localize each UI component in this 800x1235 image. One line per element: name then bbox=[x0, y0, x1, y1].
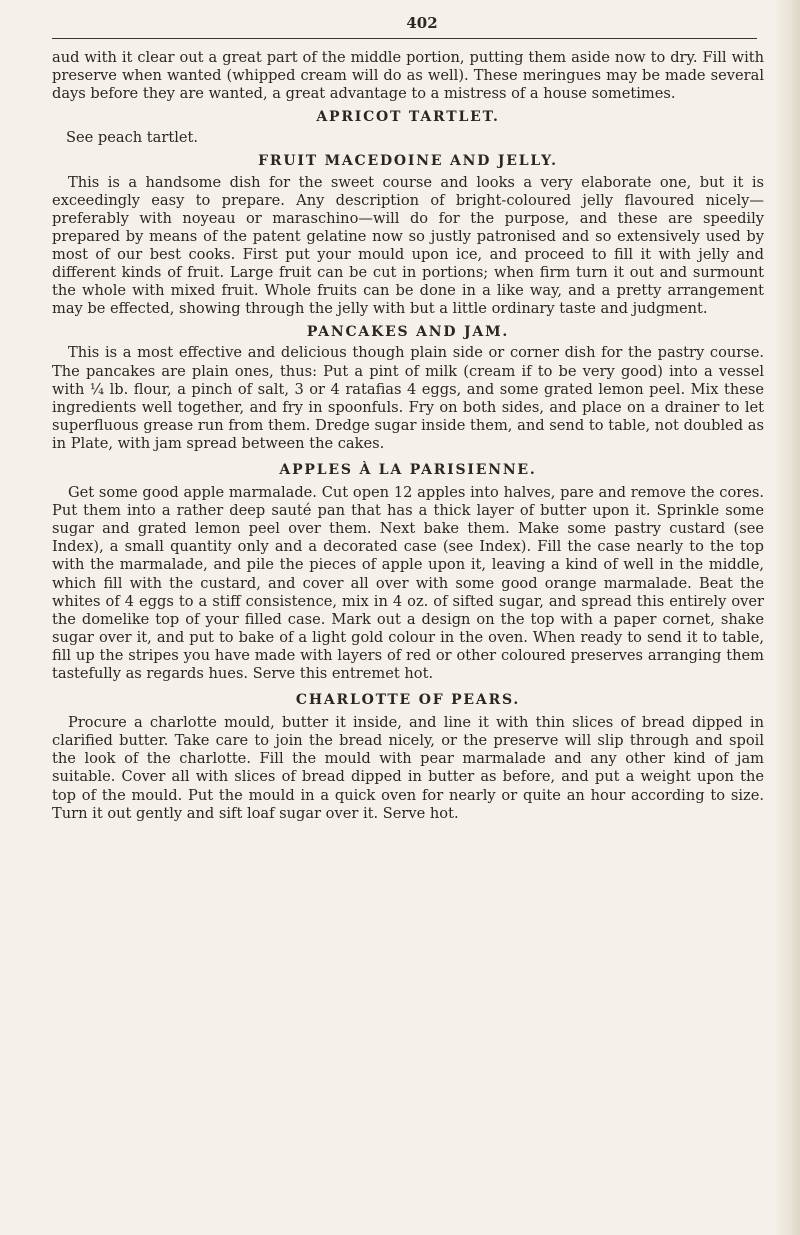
header-rule bbox=[52, 38, 757, 39]
section-body-apples-parisienne: Get some good apple marmalade. Cut open 12 apples into halves, pare and remove the cores. Put them into a rather deep sauté pan that has a thick layer of butter upon it. Sprinkle some sugar and grated lemon peel over them. Next bake them. Make some pastry custard (see Index), a small quantity only and a decorated case (see Index). Fill the case nearly to the top with the marmalade, and pile the pieces of apple upon it, leaving a kind of well in the middle, which fill with the custard, and cover all over with some good orange marmalade. Beat the whites of 4 eggs to a stiff consistence, mix in 4 oz. of sifted sugar, and spread this entirely over the domelike top of your filled case. Mark out a design on the top with a paper cornet, shake sugar over it, and put to bake of a light gold colour in the oven. When ready to send it to table, fill up the stripes you have made with layers of red or other coloured preserves arranging them tastefully as regards hues. Serve this entremet hot. bbox=[52, 484, 764, 682]
section-title-pancakes-and-jam: PANCAKES AND JAM. bbox=[306, 324, 510, 341]
section-body-apricot-tartlet: See peach tartlet. bbox=[66, 129, 199, 147]
page-edge-shadow bbox=[774, 0, 800, 1235]
section-body-charlotte-of-pears: Procure a charlotte mould, butter it inside, and line it with thin slices of bread dipped in clarified butter. Take care to join the bread nicely, or the preserve will slip through and spoil the look of the charlotte. Fill the mould with pear marmalade and any other kind of jam suitable. Cover all with slices of bread dipped in butter as before, and put a weight upon the top of the mould. Put the mould in a quick oven for nearly or quite an hour according to size. Turn it out gently and sift loaf sugar over it. Serve hot. bbox=[52, 714, 764, 822]
section-title-charlotte-of-pears: CHARLOTTE OF PEARS. bbox=[295, 692, 521, 709]
section-title-fruit-macedoine: FRUIT MACEDOINE AND JELLY. bbox=[258, 153, 558, 170]
page-text bbox=[52, 49, 764, 823]
continuation-paragraph: aud with it clear out a great part of the middle portion, putting them aside now to dry. Fill with preserve when wanted (whipped cream will do as well). These meringues may be made several days before they are wanted, a great advantage to a mistress of a house sometimes. bbox=[52, 49, 764, 103]
section-title-apricot-tartlet: APRICOT TARTLET. bbox=[316, 109, 500, 126]
page-number: 402 bbox=[406, 14, 438, 32]
section-body-fruit-macedoine: This is a handsome dish for the sweet course and looks a very elaborate one, but it is exceedingly easy to prepare. Any description of bright-coloured jelly flavoured nicely—preferably with noyeau or maraschino—will do for the purpose, and these are speedily prepared by means of the patent gelatine now so justly patronised and so extensively used by most of our best cooks. First put your mould upon ice, and proceed to fill it with jelly and different kinds of fruit. Large fruit can be cut in portions; when firm turn it out and surmount the whole with mixed fruit. Whole fruits can be done in a like way, and a pretty arrangement may be effected, showing through the jelly with but a little ordinary taste and judgment. bbox=[52, 173, 764, 318]
section-body-pancakes-and-jam: This is a most effective and delicious though plain side or corner dish for the pastry course. The pancakes are plain ones, thus: Put a pint of milk (cream if to be very good) into a vessel with ¼ lb. flour, a pinch of salt, 3 or 4 ratafias 4 eggs, and some grated lemon peel. Mix these ingredients well together, and fry in spoonfuls. Fry on both sides, and place on a drainer to let superfluous grease run from them. Dredge sugar inside them, and send to table, not doubled as in Plate, with jam spread between the cakes. bbox=[52, 344, 764, 452]
section-title-apples-parisienne: APPLES À LA PARISIENNE. bbox=[279, 461, 537, 478]
